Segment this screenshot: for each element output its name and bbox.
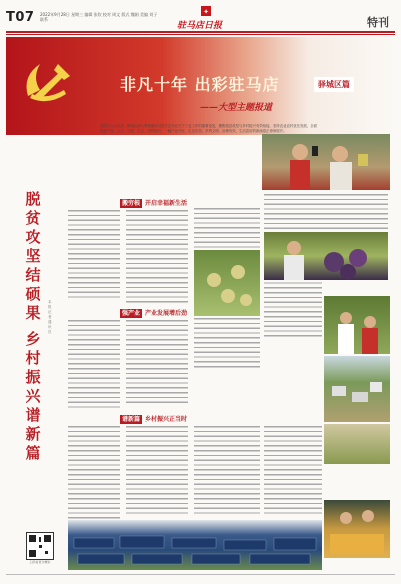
section-tag: 搬穷根 xyxy=(122,200,141,207)
newspaper-name: 驻马店日报 xyxy=(177,21,223,31)
header-rule-thin xyxy=(6,34,395,35)
banner-subtitle: ——大型主题报道 xyxy=(200,103,273,113)
qr-code-icon[interactable] xyxy=(26,532,54,560)
photo-livestream xyxy=(262,134,390,190)
section-label: 产业发展增后劲 xyxy=(145,310,188,317)
section-tag: 强产业 xyxy=(122,310,141,317)
banner-title: 非凡十年 出彩驻马店 xyxy=(120,75,280,94)
text-column-1a xyxy=(68,210,120,300)
section-header-3 xyxy=(120,414,187,423)
photo-grapes xyxy=(264,232,388,280)
qr-label: 扫码看更多精彩 xyxy=(29,560,51,564)
text-column-4a xyxy=(264,194,388,230)
photo-pears xyxy=(194,250,260,316)
vertical-title-2: 乡村振兴谱新篇 xyxy=(25,330,41,462)
header-rule xyxy=(6,31,395,33)
photo-village-aerial xyxy=(324,356,390,422)
page-number: T07 xyxy=(6,10,35,25)
text-column-3a xyxy=(194,208,260,248)
header-meta: 2022年9月28日 星期三 编辑 张钦 校对 周文 版式 魏娟 美编 刘子 联系 xyxy=(40,12,158,22)
text-column-1c xyxy=(68,426,120,526)
text-column-3c xyxy=(194,426,260,516)
photo-solar-field xyxy=(68,520,322,570)
banner-badge: 驿城区篇 xyxy=(314,77,354,92)
photo-orchard-people xyxy=(324,296,390,354)
text-column-1b xyxy=(68,320,120,410)
footer-rule xyxy=(6,574,395,575)
section-label: 开启幸福新生活 xyxy=(145,200,188,207)
vertical-title-1: 脱贫攻坚结硕果 xyxy=(25,190,41,322)
section-header-1 xyxy=(120,198,187,207)
photo-farmland xyxy=(324,424,390,464)
text-column-3b xyxy=(194,318,260,368)
section-label: 乡村振兴正当时 xyxy=(145,416,188,423)
section-tag: 谱新篇 xyxy=(122,416,141,423)
svg-text:✦: ✦ xyxy=(203,8,209,16)
text-column-4c xyxy=(264,426,322,516)
text-column-2b xyxy=(126,320,188,406)
section-title: 特刊 xyxy=(367,16,389,29)
text-column-2a xyxy=(126,210,188,306)
party-emblem-icon xyxy=(18,56,78,104)
intro-paragraph: 党的十八大以来，驿城区深入贯彻落实习近平总书记关于三农工作的重要论述，聚焦脱贫攻坚与乡村振兴有效衔接，坚持农业农村优先发展，全面推进产业、人才、文化、生态、组织振兴，一幅产业兴旺、生态宜居、乡风文明、治理有效、生活富裕的新画卷正徐徐展开。 xyxy=(100,124,317,134)
section-header-2 xyxy=(120,308,187,317)
vertical-author: 本报记者 通讯员 xyxy=(48,300,52,334)
text-column-2c xyxy=(126,426,188,516)
photo-harvest xyxy=(324,500,390,558)
